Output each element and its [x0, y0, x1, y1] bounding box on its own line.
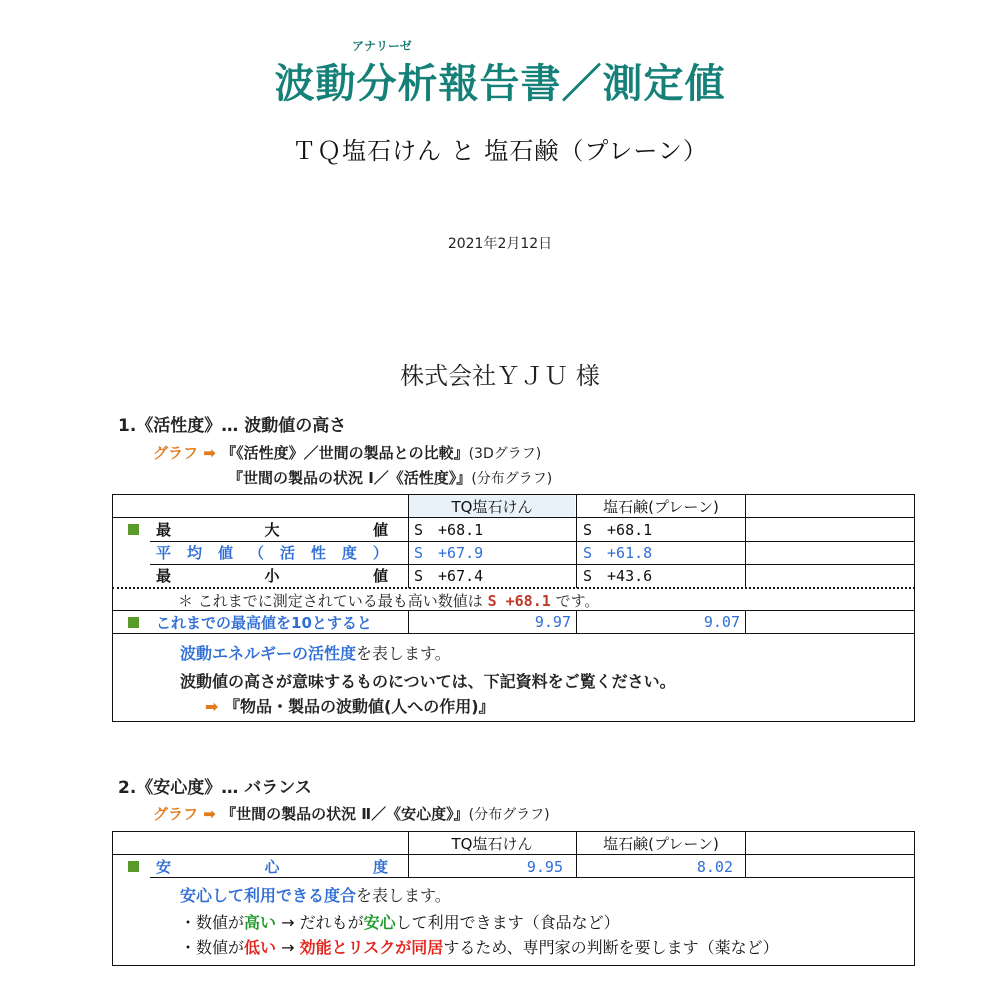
- section1-heading: 1.《活性度》… 波動値の高さ: [118, 416, 347, 436]
- score-label: これまでの最高値を10とすると: [156, 614, 372, 632]
- section2-heading: 2.《安心度》… バランス: [118, 778, 312, 798]
- value-average-plain: S +61.8: [583, 544, 653, 562]
- square-bullet-icon: [128, 861, 139, 872]
- dotted-divider: [112, 587, 915, 589]
- value-max-tq: S +68.1: [414, 521, 484, 539]
- page-subtitle: ＴＱ塩石けん と 塩石鹸（プレーン）: [292, 137, 708, 165]
- arrow-right-icon: →: [281, 913, 295, 932]
- section2-graph-line: [153, 803, 550, 824]
- graph3-title[interactable]: 『世間の製品の状況 Ⅱ／《安心度》』: [221, 805, 469, 823]
- divider: [112, 517, 915, 518]
- reference-document-link[interactable]: 『物品・製品の波動値(人への作用)』: [223, 697, 495, 716]
- divider: [745, 610, 746, 633]
- row-label-min: 最 小 値: [156, 567, 388, 585]
- safety-description: 安心して利用できる度合を表します。: [180, 886, 451, 905]
- divider: [112, 633, 915, 634]
- arrow-right-icon: ➡: [203, 805, 216, 823]
- arrow-right-icon: →: [281, 938, 295, 957]
- row-label-average: 平 均 値 （ 活 性 度 ）: [156, 544, 388, 562]
- activity-explanation: 波動値の高さが意味するものについては、下記資料をご覧ください。: [180, 672, 676, 691]
- row-label-safety: 安 心 度: [156, 858, 388, 876]
- graph3-type: (分布グラフ): [468, 807, 550, 823]
- safety-low-line: ・数値が低い → 効能とリスクが同居するため、専門家の判断を要します（薬など）: [180, 938, 779, 957]
- arrow-right-icon: ➡: [203, 444, 216, 462]
- score-plain: 9.07: [703, 613, 740, 631]
- report-date: 2021年2月12日: [447, 236, 553, 252]
- graph1-title[interactable]: 『《活性度》／世間の製品との比較』: [221, 444, 469, 462]
- value-min-plain: S +43.6: [583, 567, 653, 585]
- divider: [150, 877, 915, 878]
- column-header-plain: 塩石鹸(プレーン): [603, 835, 719, 853]
- square-bullet-icon: [128, 524, 139, 535]
- graph1-type: (3Dグラフ): [468, 446, 542, 462]
- divider: [150, 564, 915, 565]
- divider: [745, 831, 746, 877]
- row-label-max: 最 大 値: [156, 521, 388, 539]
- value-min-tq: S +67.4: [414, 567, 484, 585]
- section1-graph-line2: [228, 467, 552, 488]
- divider: [112, 854, 915, 855]
- value-average-tq: S +67.9: [414, 544, 484, 562]
- reference-line: [205, 694, 495, 717]
- safety-high-line: ・数値が高い → だれもが安心して利用できます（食品など）: [180, 913, 620, 932]
- client-name: 株式会社ＹＪＵ 様: [400, 362, 600, 390]
- column-header-tq: TQ塩石けん: [451, 835, 533, 853]
- title-ruby: アナリーゼ: [352, 39, 412, 53]
- column-header-plain: 塩石鹸(プレーン): [603, 498, 719, 516]
- column-header-tq: TQ塩石けん: [451, 498, 533, 516]
- safety-plain: 8.02: [696, 858, 733, 876]
- safety-tq: 9.95: [526, 858, 563, 876]
- graph2-type: (分布グラフ): [471, 471, 553, 487]
- score-tq: 9.97: [534, 613, 571, 631]
- highest-value: S +68.1: [487, 592, 551, 610]
- graph2-title[interactable]: 『世間の製品の状況 Ⅰ／《活性度》』: [228, 469, 472, 487]
- value-max-plain: S +68.1: [583, 521, 653, 539]
- arrow-right-icon: ➡: [205, 697, 219, 716]
- graph-label: グラフ: [153, 444, 199, 462]
- graph-label: グラフ: [153, 805, 199, 823]
- divider: [745, 494, 746, 588]
- page-title: 波動分析報告書／測定値: [274, 61, 726, 107]
- section1-graph-line1: [153, 442, 541, 463]
- activity-description: 波動エネルギーの活性度を表します。: [180, 644, 451, 663]
- highest-value-note: ＊ これまでに測定されている最も高い数値は S +68.1 です。: [178, 592, 600, 610]
- square-bullet-icon: [128, 617, 139, 628]
- divider: [150, 541, 915, 542]
